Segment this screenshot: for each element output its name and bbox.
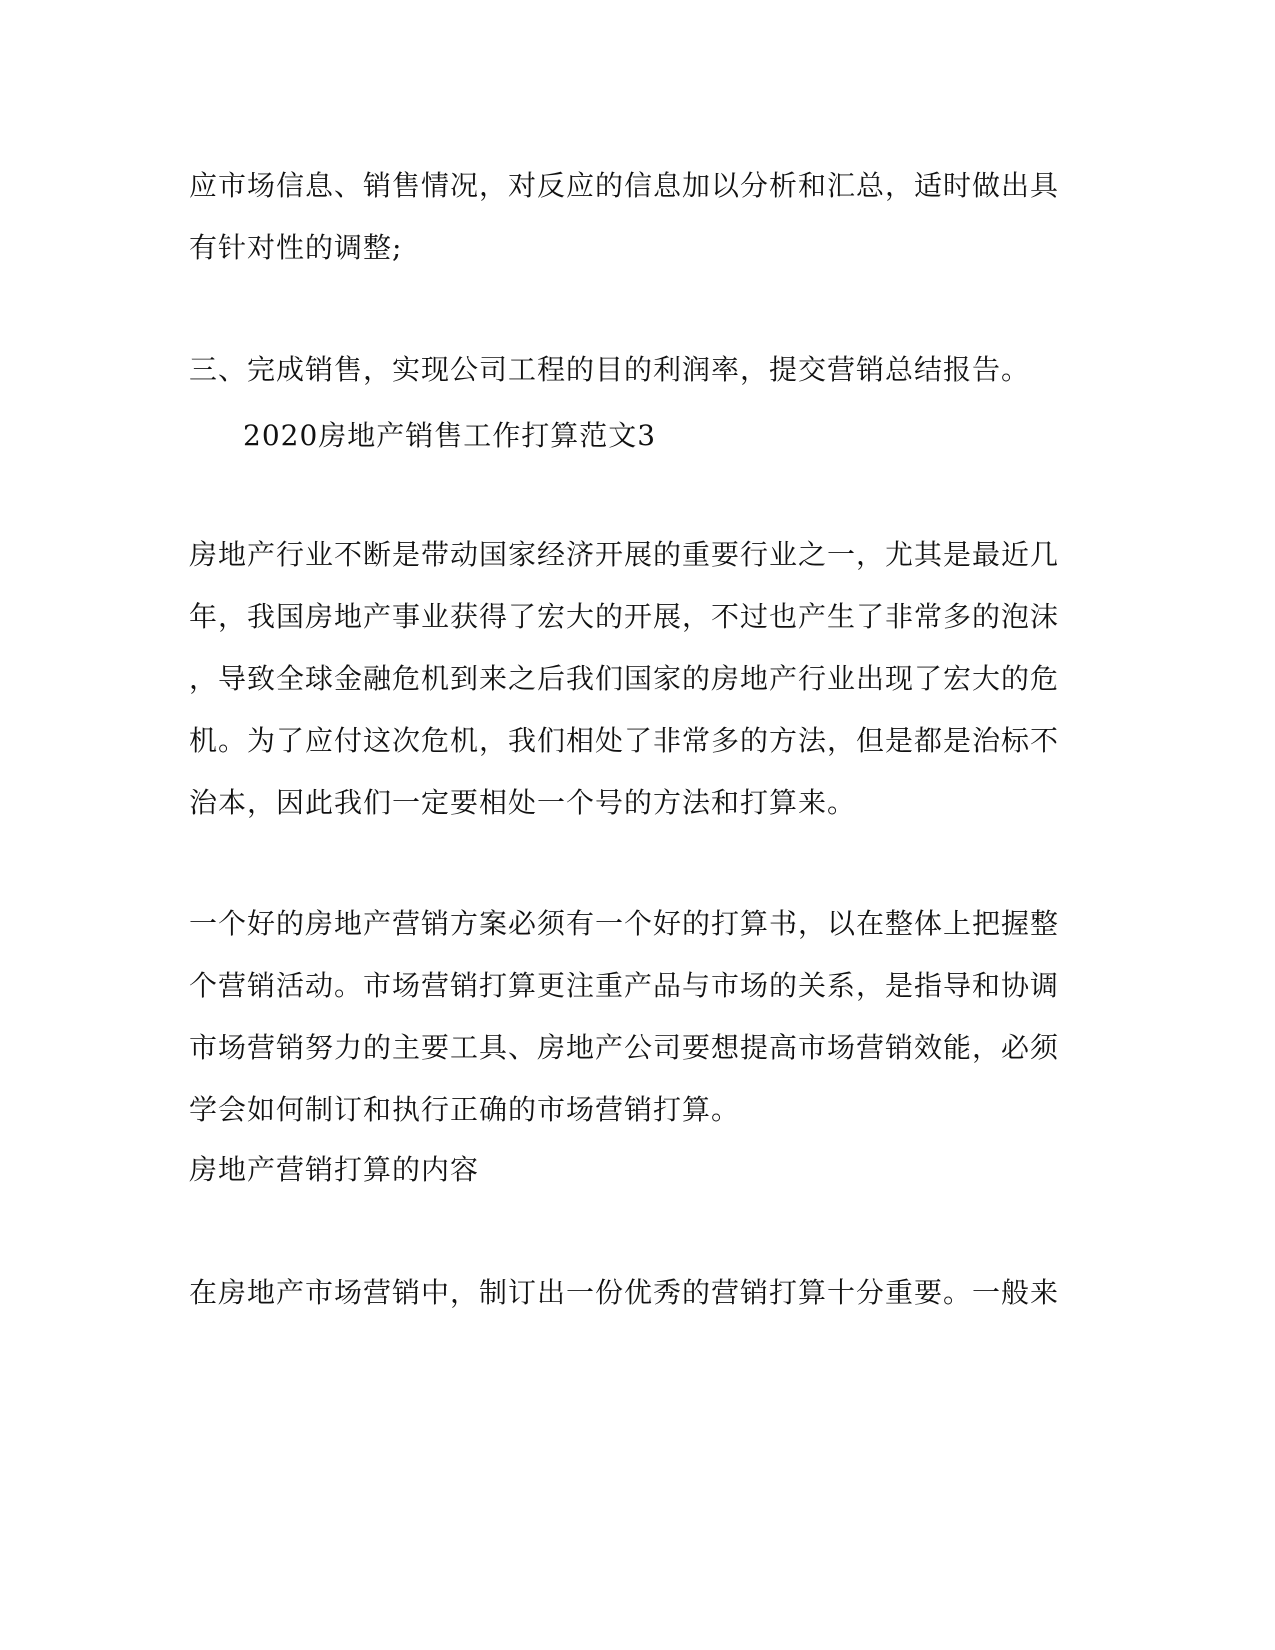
paragraph-line-12: 在房地产市场营销中，制订出一份优秀的营销打算十分重要。一般来 — [189, 1276, 1060, 1309]
section-three-line: 三、完成销售，实现公司工程的目的利润率，提交营销总结报告。 — [189, 353, 1031, 386]
paragraph-line-6: 机。为了应付这次危机，我们相处了非常多的方法，但是都是治标不 — [189, 724, 1060, 757]
paragraph-line-8: 一个好的房地产营销方案必须有一个好的打算书，以在整体上把握整 — [189, 907, 1060, 940]
subheading: 房地产营销打算的内容 — [189, 1153, 480, 1186]
paragraph-line-2: 有针对性的调整; — [189, 231, 403, 264]
paragraph-line-1: 应市场信息、销售情况，对反应的信息加以分析和汇总，适时做出具 — [189, 169, 1060, 202]
section-heading: 2020房地产销售工作打算范文3 — [243, 419, 657, 452]
paragraph-line-11: 学会如何制订和执行正确的市场营销打算。 — [189, 1093, 741, 1126]
paragraph-line-5: ，导致全球金融危机到来之后我们国家的房地产行业出现了宏大的危 — [189, 662, 1060, 695]
paragraph-line-7: 治本，因此我们一定要相处一个号的方法和打算来。 — [189, 786, 857, 819]
paragraph-line-3: 房地产行业不断是带动国家经济开展的重要行业之一，尤其是最近几 — [189, 538, 1060, 571]
paragraph-line-4: 年，我国房地产事业获得了宏大的开展，不过也产生了非常多的泡沫 — [189, 600, 1060, 633]
paragraph-line-9: 个营销活动。市场营销打算更注重产品与市场的关系，是指导和协调 — [189, 969, 1060, 1002]
paragraph-line-10: 市场营销努力的主要工具、房地产公司要想提高市场营销效能，必须 — [189, 1031, 1060, 1064]
